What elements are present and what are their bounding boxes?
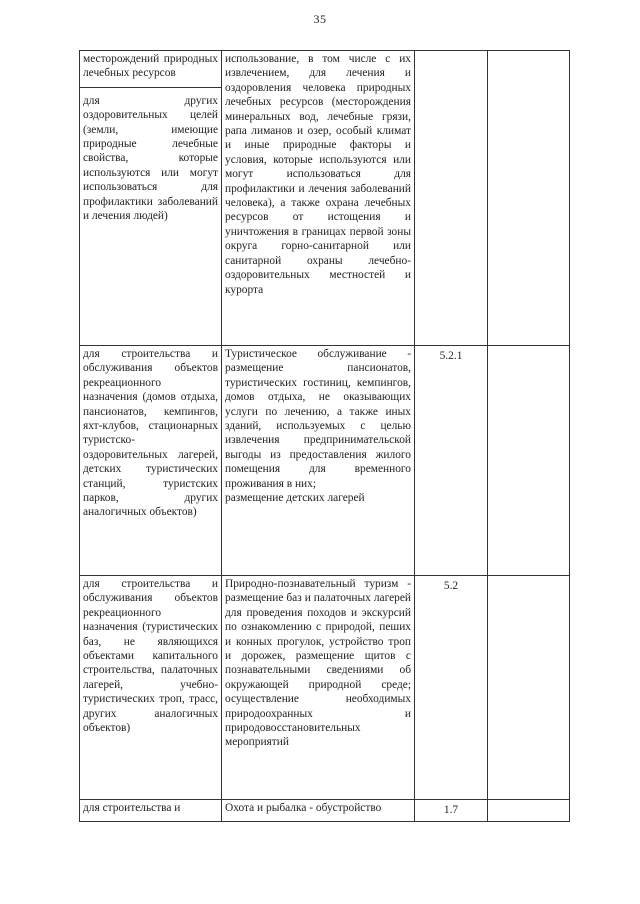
code-text: 5.2	[443, 580, 459, 592]
table-cell-code	[415, 51, 488, 346]
table-cell-description	[222, 800, 415, 822]
table-cell-empty	[488, 346, 570, 576]
table-cell-code	[415, 576, 488, 800]
table-row	[80, 800, 570, 822]
purpose-subblock	[80, 87, 221, 224]
purpose-text: для строительства и	[83, 802, 181, 814]
description-text: использование, в том числе с их извлечением, для лечения и оздоровления человека природных лечебных ресурсов (месторождения минеральных вод, лечебные грязи, рапа лиманов и озер, особый климат и иные природные факторы и условия, которые используются или могут использоваться для профилактики и лечения заболеваний человека), а также охрана лечебных ресурсов от истощения и уничтожения в границах первой зоны округа горно-санитарной или санитарной охраны лечебно-оздоровительных местностей и курорта	[225, 53, 411, 296]
purpose-text: месторождений природных лечебных ресурсов	[83, 53, 218, 80]
table-row	[80, 51, 570, 346]
description-text: Туристическое обслуживание - размещение пансионатов, туристических гостиниц, кемпингов, домов отдыха, не оказывающих услуги по лечению, а также иных зданий, используемых с целью извлечения предпринимательской выгоды из предоставления жилого помещения для временного проживания в них;	[225, 348, 411, 490]
table-cell-purpose	[80, 51, 222, 346]
table-cell-description	[222, 51, 415, 346]
table-cell-empty	[488, 51, 570, 346]
code-text	[418, 52, 484, 54]
table-cell-purpose	[80, 576, 222, 800]
purpose-text: для строительства и обслуживания объектов рекреационного назначения (домов отдыха, пансионатов, кемпингов, яхт-клубов, стационарных туристско-оздоровительных лагерей, детских туристических станций, туристских парков, других аналогичных объектов)	[83, 348, 218, 519]
table-cell-code	[415, 800, 488, 822]
purpose-text: для других оздоровительных целей (земли, имеющие природные лечебные свойства, которые используются или могут использоваться для профилактики заболеваний и лечения людей)	[83, 94, 218, 223]
table-row	[80, 576, 570, 800]
code-text: 5.2.1	[439, 350, 463, 362]
description-text: Природно-познавательный туризм - размещение баз и палаточных лагерей для проведения походов и экскурсий по ознакомлению с природой, пеших и конных прогулок, устройство троп и дорожек, размещение щитов с познавательными сведениями об окружающей природной среде; осуществление необходимых природоохранных и природовосстановительных мероприятий	[225, 578, 411, 749]
table-row	[80, 346, 570, 576]
table-cell-purpose	[80, 346, 222, 576]
description-text: размещение детских лагерей	[225, 492, 365, 505]
table-cell-empty	[488, 576, 570, 800]
table-cell-purpose	[80, 800, 222, 822]
page-number: 35	[313, 12, 327, 26]
purpose-text: для строительства и обслуживания объектов рекреационного назначения (туристических баз, не являющихся объектами капитального строительства, палаточных лагерей, учебно-туристических троп, трасс, других аналогичных объектов)	[83, 578, 218, 735]
table-cell-description	[222, 576, 415, 800]
land-use-table	[79, 50, 570, 822]
table-cell-description	[222, 346, 415, 576]
table-cell-code	[415, 346, 488, 576]
description-text: Охота и рыбалка - обустройство	[225, 802, 382, 814]
table-cell-empty	[488, 800, 570, 822]
code-text: 1.7	[443, 804, 459, 816]
